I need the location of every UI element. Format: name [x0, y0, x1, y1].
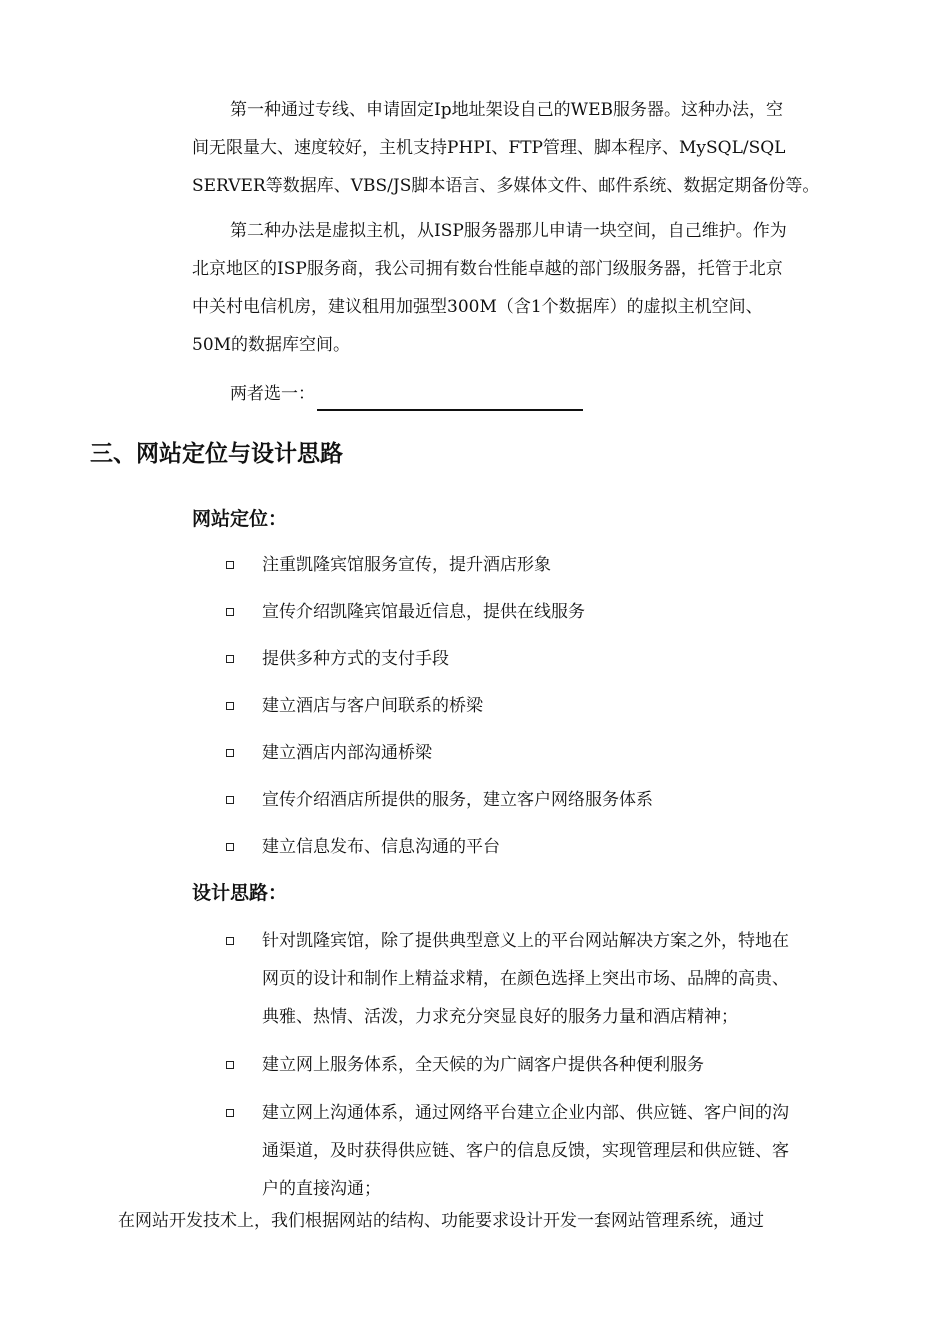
list-item: [224, 734, 864, 772]
section-heading: 三、网站定位与设计思路: [90, 441, 343, 467]
square-bullet-icon: [226, 796, 234, 804]
square-bullet-icon: [226, 749, 234, 757]
list-item-text: 典雅、热情、活泼，力求充分突显良好的服务力量和酒店精神；: [262, 1007, 738, 1027]
list-item: [224, 1094, 864, 1208]
square-bullet-icon: [226, 608, 234, 616]
positioning-list: [224, 546, 864, 866]
list-item-text: 提供多种方式的支付手段: [262, 649, 449, 669]
list-item-text: 建立网上服务体系，全天候的为广阔客户提供各种便利服务: [262, 1055, 704, 1075]
list-item: [224, 922, 864, 1036]
list-item-text: 通渠道，及时获得供应链、客户的信息反馈，实现管理层和供应链、客: [262, 1141, 789, 1161]
list-item: [224, 640, 864, 678]
text-line: SERVER等数据库、VBS/JS脚本语言、多媒体文件、邮件系统、数据定期备份等。: [192, 176, 820, 196]
paragraph-tail: 在网站开发技术上，我们根据网站的结构、功能要求设计开发一套网站管理系统，通过: [118, 1211, 764, 1231]
list-item: [224, 546, 864, 584]
text-line: 第二种办法是虚拟主机，从ISP服务器那儿申请一块空间，自己维护。作为: [230, 221, 787, 241]
list-item: [224, 687, 864, 725]
square-bullet-icon: [226, 937, 234, 945]
subheading-positioning: 网站定位：: [192, 508, 288, 530]
paragraph-option-two: [192, 212, 860, 364]
square-bullet-icon: [226, 655, 234, 663]
text-line: 北京地区的ISP服务商，我公司拥有数台性能卓越的部门级服务器，托管于北京: [192, 259, 783, 279]
choice-line: [230, 377, 583, 411]
choice-blank-field[interactable]: [317, 389, 583, 411]
list-item: [224, 593, 864, 631]
square-bullet-icon: [226, 843, 234, 851]
list-item-text: 宣传介绍酒店所提供的服务，建立客户网络服务体系: [262, 790, 653, 810]
list-item-text: 建立信息发布、信息沟通的平台: [262, 837, 500, 857]
list-item: [224, 828, 864, 866]
list-item-text: 宣传介绍凯隆宾馆最近信息，提供在线服务: [262, 602, 585, 622]
square-bullet-icon: [226, 1109, 234, 1117]
list-item-text: 网页的设计和制作上精益求精，在颜色选择上突出市场、品牌的高贵、: [262, 969, 789, 989]
paragraph-option-one: [192, 91, 860, 205]
list-item-text: 建立网上沟通体系，通过网络平台建立企业内部、供应链、客户间的沟: [262, 1103, 789, 1123]
list-item-text: 注重凯隆宾馆服务宣传，提升酒店形象: [262, 555, 551, 575]
list-item-text: 建立酒店与客户间联系的桥梁: [262, 696, 483, 716]
design-list: [224, 922, 864, 1208]
text-line: 中关村电信机房，建议租用加强型300M（含1个数据库）的虚拟主机空间、: [192, 297, 763, 317]
list-item-text: 户的直接沟通；: [262, 1179, 381, 1199]
list-item-text: 针对凯隆宾馆，除了提供典型意义上的平台网站解决方案之外，特地在: [262, 931, 789, 951]
list-item: [224, 1046, 864, 1084]
text-line: 第一种通过专线、申请固定Ip地址架设自己的WEB服务器。这种办法，空: [230, 100, 783, 120]
square-bullet-icon: [226, 1061, 234, 1069]
text-line: 间无限量大、速度较好，主机支持PHPI、FTP管理、脚本程序、MySQL/SQL: [192, 138, 786, 158]
list-item-text: 建立酒店内部沟通桥梁: [262, 743, 432, 763]
square-bullet-icon: [226, 561, 234, 569]
choice-label: 两者选一：: [230, 384, 315, 404]
list-item: [224, 781, 864, 819]
subheading-design: 设计思路：: [192, 882, 288, 904]
square-bullet-icon: [226, 702, 234, 710]
text-line: 50M的数据库空间。: [192, 335, 351, 355]
